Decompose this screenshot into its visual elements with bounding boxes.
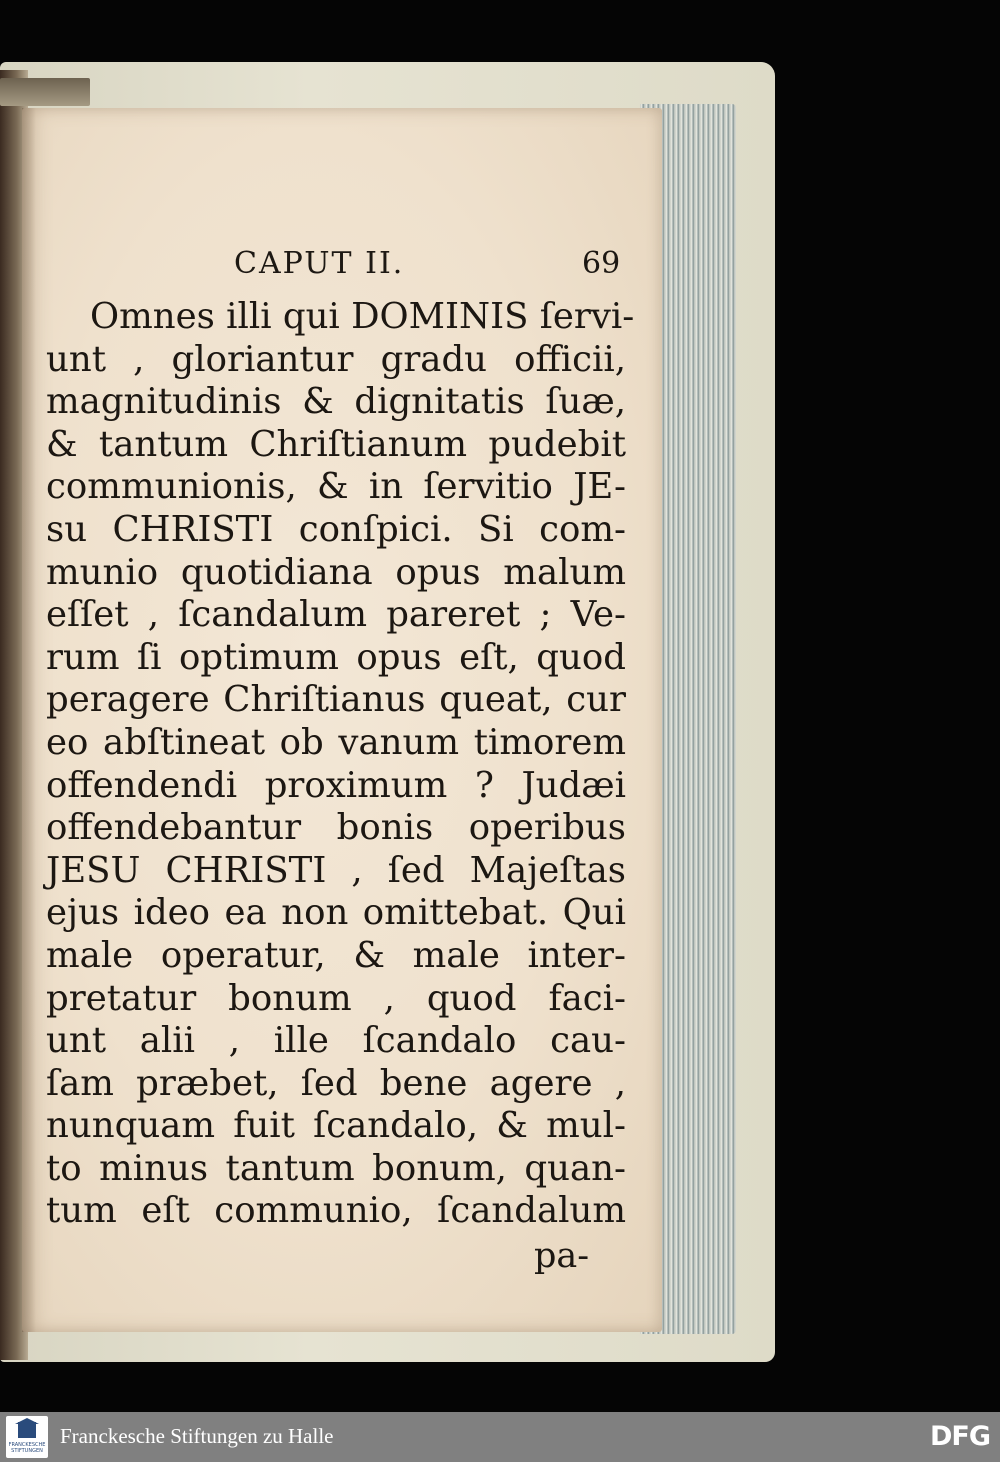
text-line: peragere Chriſtianus queat, cur — [46, 679, 626, 721]
body-text — [46, 296, 635, 1233]
text-line: eo abſtineat ob vanum timorem — [46, 721, 626, 763]
institution-label: Franckesche Stiftungen zu Halle — [60, 1424, 334, 1448]
text-line: nunquam fuit ſcandalo, & mul- — [46, 1105, 626, 1147]
text-line: su CHRISTI conſpici. Si com- — [46, 508, 626, 550]
text-line: tum eſt communio, ſcandalum — [46, 1190, 626, 1232]
page-number: 69 — [582, 246, 621, 281]
franckesche-logo-icon[interactable] — [6, 1416, 48, 1458]
viewer-footer — [0, 1412, 1000, 1462]
text-line: & tantum Chriſtianum pudebit — [46, 423, 626, 465]
book-headband — [0, 78, 90, 106]
text-line: Omnes illi qui DOMINIS ſervi- — [90, 296, 635, 337]
logo-text: FRANCKESCHE STIFTUNGEN — [8, 1442, 46, 1454]
text-line: rum ſi optimum opus eſt, quod — [46, 636, 626, 678]
text-line: ſam præbet, ſed bene agere , — [46, 1062, 626, 1104]
text-line: male operatur, & male inter- — [46, 934, 626, 976]
text-line: to minus tantum bonum, quan- — [46, 1147, 626, 1189]
text-line: unt alii , ille ſcandalo cau- — [46, 1020, 626, 1062]
text-line: eſſet , ſcandalum pareret ; Ve- — [46, 594, 626, 636]
text-line: magnitudinis & dignitatis ſuæ, — [46, 381, 626, 423]
text-line: offendebantur bonis operibus — [46, 807, 626, 849]
text-line: offendendi proximum ? Judæi — [46, 764, 626, 806]
text-line: JESU CHRISTI , ſed Majeſtas — [46, 849, 626, 891]
gutter-shadow — [22, 108, 36, 1332]
text-line: unt , gloriantur gradu officii, — [46, 338, 626, 380]
text-line: communionis, & in ſervitio JE- — [46, 466, 626, 508]
catchword: pa- — [534, 1236, 590, 1276]
running-head: CAPUT II. — [234, 246, 405, 281]
page-header — [22, 246, 662, 286]
text-line: pretatur bonum , quod faci- — [46, 977, 626, 1019]
text-line: munio quotidiana opus malum — [46, 551, 626, 593]
text-line: ejus ideo ea non omittebat. Qui — [46, 892, 626, 934]
book-page — [22, 108, 662, 1332]
logo-building-icon — [18, 1422, 36, 1438]
dfg-logo[interactable]: DFG — [929, 1421, 990, 1452]
